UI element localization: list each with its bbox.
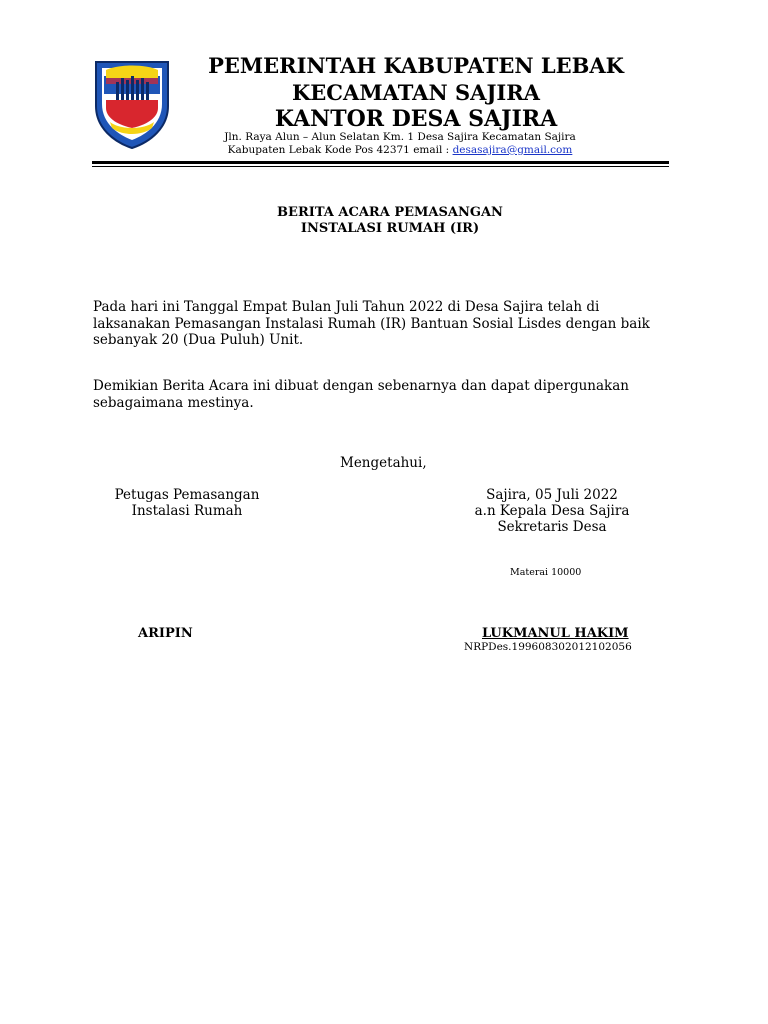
- left-signatory-name: ARIPIN: [138, 626, 193, 641]
- right-signatory-nrp: NRPDes.199608302012102056: [464, 641, 632, 653]
- regency-crest-icon: [92, 58, 172, 150]
- right-signature-block: [452, 487, 652, 535]
- body-paragraph-1: [93, 299, 673, 349]
- header-contact-prefix: Kabupaten Lebak Kode Pos 42371 email :: [227, 144, 453, 156]
- place-date: Sajira, 05 Juli 2022: [486, 487, 618, 503]
- header-government-line: PEMERINTAH KABUPATEN LEBAK: [208, 53, 624, 78]
- document-title-line2: INSTALASI RUMAH (IR): [300, 221, 480, 236]
- header-divider-thin: [92, 166, 669, 167]
- paragraph-2-line-1: Demikian Berita Acara ini dibuat dengan sebenarnya dan dapat dipergunakan: [93, 378, 629, 394]
- email-link[interactable]: desasajira@gmail.com: [452, 144, 573, 156]
- right-signatory-name: LUKMANUL HAKIM: [482, 626, 629, 641]
- header-district-line: KECAMATAN SAJIRA: [292, 80, 540, 105]
- left-role-line-2: Instalasi Rumah: [131, 503, 243, 519]
- body-paragraph-2: [93, 378, 673, 411]
- left-role-line-1: Petugas Pemasangan: [114, 487, 260, 503]
- paragraph-2-line-2: sebagaimana mestinya.: [93, 394, 254, 411]
- paragraph-1-line-1: Pada hari ini Tanggal Empat Bulan Juli Tahun 2022 di Desa Sajira telah di: [93, 299, 600, 315]
- acknowledged-label: Mengetahui,: [340, 455, 427, 471]
- right-role-line-2: Sekretaris Desa: [497, 519, 607, 535]
- right-role-line-1: a.n Kepala Desa Sajira: [474, 503, 630, 519]
- left-signature-block: [107, 487, 267, 519]
- header-contact-line: [190, 143, 610, 157]
- paragraph-1-line-2: laksanakan Pemasangan Instalasi Rumah (IR) Bantuan Sosial Lisdes dengan baik: [93, 315, 650, 332]
- header-divider-thick: [92, 161, 669, 164]
- stamp-label: Materai 10000: [510, 567, 582, 578]
- header-office-line: KANTOR DESA SAJIRA: [274, 106, 558, 132]
- header-address-line: Jln. Raya Alun – Alun Selatan Km. 1 Desa Sajira Kecamatan Sajira: [224, 131, 576, 143]
- document-title-line1: BERITA ACARA PEMASANGAN: [277, 205, 503, 220]
- paragraph-1-line-3: sebanyak 20 (Dua Puluh) Unit.: [93, 332, 304, 348]
